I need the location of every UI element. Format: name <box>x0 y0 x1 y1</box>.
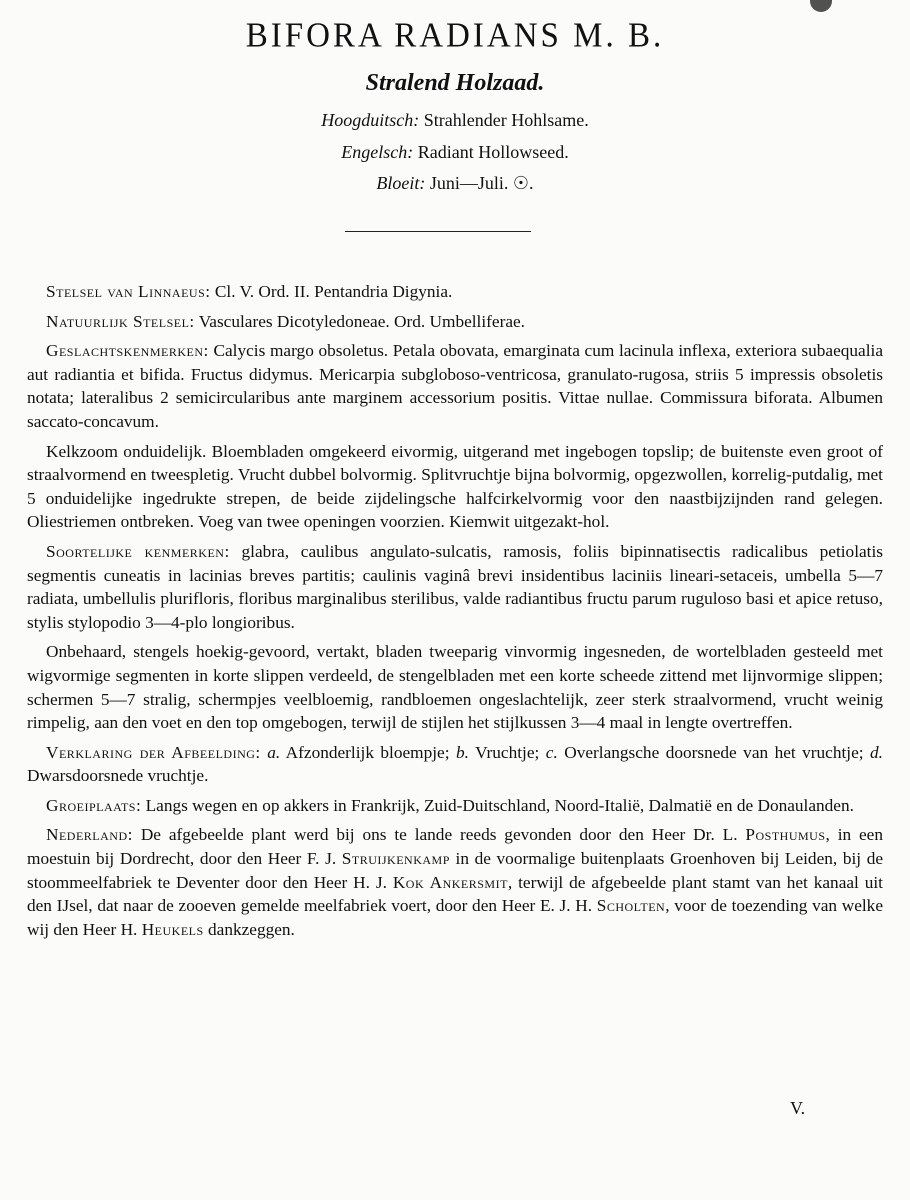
genus-dutch-paragraph: Kelkzoom onduidelijk. Bloembladen omgekeerd eivormig, uitgerand met ingebogen topslip; de buitenste even groot of straalvormend en tweespletig. Vrucht dubbel bolvormig. Splitvruchtje bijna bolvormig, opgezwollen, korrelig-putdalig, met 5 onduidelijke ingedrukte strepen, de beide zijdelingsche halfcirkelvormig voor den naastbijzijnden rand gelegen. Oliestriemen ontbreken. Voeg van twee openingen voorzien. Kiemwit uitgezakt-hol. <box>27 441 883 532</box>
english-label: Engelsch: <box>341 142 414 162</box>
figure-c-text: Overlangsche doorsnede van het vruchtje; <box>557 742 871 762</box>
nl-name-struijkenkamp: Struijkenkamp <box>341 849 450 869</box>
divider-rule <box>345 231 531 232</box>
bloom-label: Bloeit: <box>376 173 426 193</box>
german-label: Hoogduitsch: <box>321 110 420 130</box>
nl-name-posthumus: Posthumus <box>745 825 826 845</box>
habitat-label: Groeiplaats: <box>46 795 142 815</box>
netherlands-paragraph <box>27 823 883 941</box>
species-dutch-paragraph: Onbehaard, stengels hoekig-gevoord, vertakt, bladen tweeparig vinvormig ingesneden, de wortelbladen gesteeld met wigvormige segmenten in korte slippen verdeeld, de stengelbladen met een korte scheede zittend met lijnvormige slippen; schermen 5—7 stralig, schermpjes veelbloemig, randbloemen ongeslachtelijk, zeer sterk straalvormend, vrucht weinig rimpelig, aan den voet en den top omgebogen, terwijl de stijlen het stijlkussen 3—4 maal in lengte overtreffen. <box>27 642 883 733</box>
author-signature: V. <box>790 1098 806 1118</box>
species-label: Soortelijke kenmerken: <box>46 541 230 561</box>
genus-latin-text: Calycis margo obsoletus. Petala obovata, emarginata cum lacinula inflexa, exteriora subaequalia aut radiantia et bifida. Fructus didymus. Mericarpia subgloboso-ventricosa, granulato-rugosa, striis 5 impressis obsoletis notata; lateralibus 2 semicircularibus ante marginem accessorium positis. Vittae nullae. Commissura biforata. Albumen saccato-concavum. <box>27 341 883 431</box>
english-name: Radiant Hollowseed. <box>417 142 569 162</box>
description-body <box>27 280 883 947</box>
ink-speck <box>810 0 832 12</box>
dutch-common-name: Stralend Holzaad. <box>365 70 545 96</box>
figure-label: Verklaring der Afbeelding: <box>46 742 261 762</box>
figure-explanation-paragraph <box>27 741 883 788</box>
natural-text: Vasculares Dicotyledoneae. Ord. Umbelliferae. <box>194 311 525 331</box>
natural-system-paragraph <box>27 310 883 334</box>
nl-text-5: , voor de toezending van welke wij den Heer H. <box>27 896 883 939</box>
bloom-line <box>0 173 910 194</box>
linnaeus-label: Stelsel van Linnaeus: <box>46 282 211 301</box>
figure-a-letter: a. <box>267 742 281 762</box>
nl-text-1: De afgebeelde plant werd bij ons te lande reeds gevonden door den Heer Dr. L. <box>132 825 746 845</box>
genus-label: Geslachtskenmerken: <box>46 341 209 361</box>
german-name-line <box>0 110 910 131</box>
linnaeus-paragraph <box>27 280 883 304</box>
figure-a-text: Afzonderlijk bloempje; <box>280 742 456 762</box>
nl-text-3: in de voormalige buitenplaats Groenhoven bij Leiden, bij de stoommeelfabriek te Deventer door den Heer H. J. <box>27 849 884 892</box>
nl-text-6: dankzeggen. <box>203 919 295 939</box>
habitat-paragraph <box>27 794 883 818</box>
figure-b-letter: b. <box>455 742 469 762</box>
figure-b-text: Vruchtje; <box>468 742 546 762</box>
genus-latin-paragraph <box>27 339 883 433</box>
nl-text-2: , in een moestuin bij Dordrecht, door den Heer F. J. <box>27 825 883 869</box>
page-title: BIFORA RADIANS M. B. <box>245 17 665 55</box>
natural-label: Natuurlijk Stelsel: <box>46 311 195 331</box>
german-name: Strahlender Hohlsame. <box>423 110 589 130</box>
habitat-text: Langs wegen en op akkers in Frankrijk, Zuid-Duitschland, Noord-Italië, Dalmatië en de Donaulanden. <box>141 795 854 815</box>
nl-text-4: , terwijl de afgebeelde plant stamt van het kanaal uit den IJsel, dat naar de zooeven gemelde meelfabriek voert, door den Heer E. J. H. <box>27 872 883 916</box>
figure-d-letter: d. <box>870 742 883 762</box>
bloom-value: Juni—Juli. ☉. <box>429 173 534 193</box>
nl-name-kok-ankersmit: Kok Ankersmit <box>392 872 508 892</box>
english-name-line <box>0 142 910 163</box>
netherlands-label: Nederland: <box>46 825 133 845</box>
figure-c-letter: c. <box>545 742 558 762</box>
nl-name-scholten: Scholten <box>596 896 666 916</box>
nl-name-heukels: Heukels <box>141 919 204 939</box>
figure-d-text: Dwarsdoorsnede vruchtje. <box>27 766 209 786</box>
linnaeus-text: Cl. V. Ord. II. Pentandria Digynia. <box>210 282 453 301</box>
species-latin-paragraph <box>27 540 883 634</box>
species-latin-text: glabra, caulibus angulato-sulcatis, ramosis, foliis bipinnatisectis radicalibus petiolatis segmentis cuneatis in lacinias breves partitis; caulinis vaginâ brevi insidentibus laciniis lineari-setaceis, umbella 5—7 radiata, umbellulis plurifloris, floribus marginalibus sterilibus, valde radiantibus fructu parum ruguloso basi et apice retuso, stylis stylopodio 3—4-plo longioribus. <box>27 541 883 632</box>
